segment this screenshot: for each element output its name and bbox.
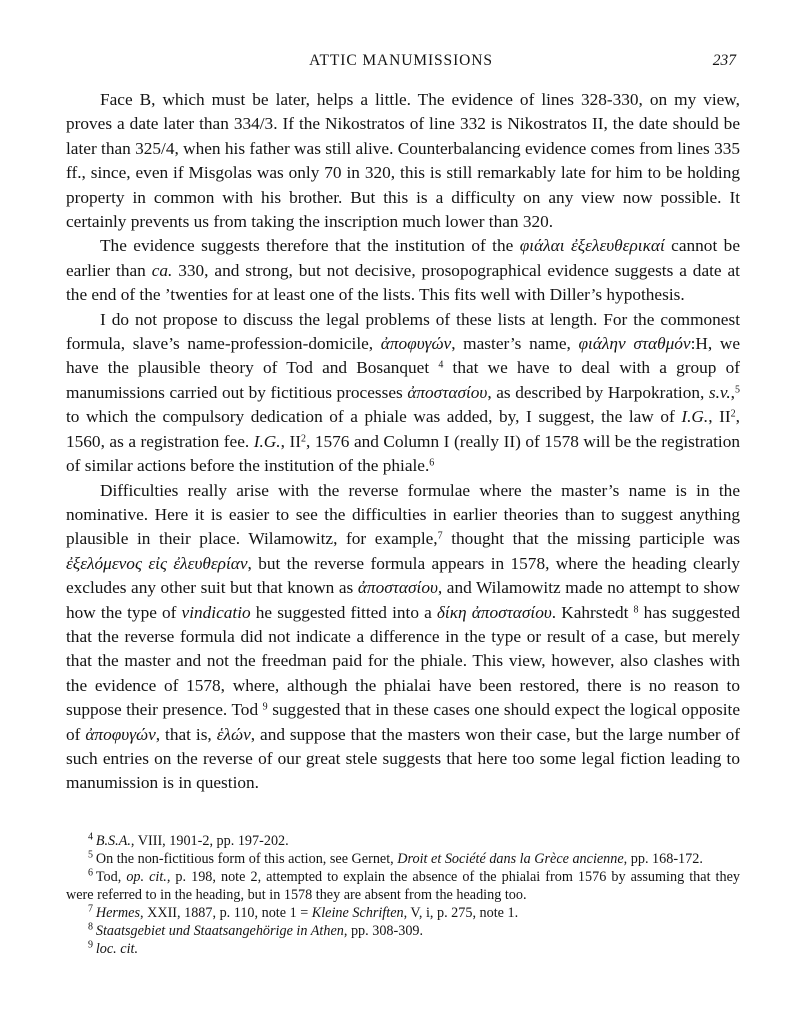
text-run: to which the compulsory dedication of a phiale was added, by, I suggest, the law of — [66, 407, 682, 427]
footnote-ref: 8 — [633, 604, 639, 616]
text-run: , and suppose that the masters won their case, but the large number of such entries on the reverse of our great stele suggests that here too some legal fiction leading to manumission is in question. — [66, 724, 741, 793]
text-run: , pp. 168-172. — [623, 851, 703, 867]
text-run: Tod, — [95, 869, 127, 885]
page-number: 237 — [712, 52, 736, 69]
text-run: , VIII, 1901-2, pp. 197-202. — [130, 833, 289, 849]
footnote-6 — [66, 868, 740, 904]
footnote-5 — [66, 850, 740, 868]
footnote-4 — [66, 832, 740, 850]
text-run: , pp. 308-309. — [343, 923, 424, 939]
italic-abbrev: I.G. — [253, 431, 281, 451]
footnote-ref: 6 — [429, 457, 435, 469]
italic-text: loc. cit. — [95, 941, 138, 957]
text-run: The evidence suggests therefore that the institution of the — [100, 236, 520, 256]
italic-text: Hermes — [95, 905, 140, 921]
greek-term: ἀποφυγών — [380, 334, 452, 354]
footnote-number: 5 — [88, 849, 93, 861]
greek-term: ἀποστασίου — [407, 382, 488, 402]
latin-term: vindicatio — [181, 602, 251, 622]
text-run: . Kahrstedt — [551, 602, 634, 622]
footnote-ref: 4 — [438, 359, 444, 371]
text-run: has suggested that the reverse formula did not indicate a difference in the type or result of a case, but merely that the master and not the freedman paid for the phiale. This view, however, also clashes with the evidence of 1578, where, although the phialai have been restored, there is no reason to suppose their presence. Tod — [66, 602, 740, 720]
footnotes — [66, 832, 740, 958]
paragraph-evidence — [66, 234, 740, 307]
greek-term: ἐξελόμενος εἰς ἐλευθερίαν — [66, 553, 248, 573]
footnote-number: 6 — [88, 867, 93, 879]
paragraph-legal-problems — [66, 308, 740, 479]
text-run: , p. 198, note 2, attempted to explain the absence of the phialai from 1576 by assuming that they were referred to in the heading, but in 1578 they are absent from the heading too. — [66, 869, 740, 903]
text-run: he suggested fitted into a — [250, 602, 437, 622]
text-run: , as described by Harpokration, — [487, 382, 709, 402]
italic-abbrev: I.G. — [681, 407, 709, 427]
footnote-8 — [66, 922, 740, 940]
text-run: suggested that in these cases one should expect the logical opposite of — [66, 700, 740, 744]
text-run: , 1576 and Column I (really II) of 1578 will be the registration of similar actions before the institution of the phiale. — [66, 431, 741, 476]
superscript: 2 — [301, 433, 306, 445]
italic-abbrev: s.v. — [708, 382, 731, 402]
text-run: I do not propose to discuss the legal problems of these lists at length. For the commonest formula, slave’s name-profession-domicile, — [66, 309, 740, 354]
text-run: , — [730, 382, 735, 402]
text-run: Difficulties really arise with the reverse formulae where the master’s name is in the nominative. Here it is easier to see the difficulties in earlier theories than to suggest anything plausible in their place. Wilamowitz, for example, — [66, 480, 740, 549]
running-title: ATTIC MANUMISSIONS — [309, 52, 493, 69]
footnote-ref: 7 — [437, 530, 443, 542]
running-header — [66, 52, 736, 74]
footnote-number: 7 — [88, 903, 93, 915]
italic-text: Kleine Schriften — [311, 905, 404, 921]
greek-term: ἀποφυγών — [85, 724, 156, 744]
text-run: cannot be earlier than — [66, 236, 740, 280]
text-run: , master’s name, — [451, 334, 579, 354]
superscript: 2 — [730, 408, 736, 420]
text-run: , II — [280, 431, 301, 451]
paragraph-reverse-formulae — [66, 479, 740, 796]
greek-term: δίκη ἀποστασίου — [436, 602, 552, 622]
text-run: , that is, — [155, 724, 217, 744]
footnote-number: 4 — [88, 831, 93, 843]
greek-term: φιάλαι ἐξελευθερικαί — [519, 236, 665, 256]
text-run: , II — [708, 407, 731, 427]
footnote-9 — [66, 940, 740, 958]
greek-term: ἀποστασίου — [357, 578, 438, 598]
text-run: , and Wilamowitz made no attempt to show how the type of — [66, 578, 740, 622]
text-run: 330, and strong, but not decisive, prosopographical evidence suggests a date at the end of the ’twenties for at least one of the lists. This fits well with Diller’s hypothesis. — [66, 260, 740, 305]
text-run: :H, we have the plausible theory of Tod and Bosanquet — [66, 334, 741, 378]
text-run: On the non-fictitious form of this action, see Gernet, — [95, 851, 398, 867]
main-text — [66, 88, 740, 796]
text-run: thought that the missing participle was — [442, 529, 740, 549]
text-run: that we have to deal with a group of manumissions carried out by fictitious processes — [66, 358, 740, 402]
italic-text: Droit et Société dans la Grèce ancienne — [397, 851, 624, 867]
italic-abbrev: ca. — [151, 260, 173, 280]
text-run: , but the reverse formula appears in 1578, where the heading clearly excludes any other suit but that known as — [66, 553, 740, 598]
text-run: , XXII, 1887, p. 110, note 1 = — [139, 905, 312, 921]
footnote-number: 9 — [88, 939, 93, 951]
footnote-ref: 5 — [734, 384, 740, 396]
text-run: , 1560, as a registration fee. — [66, 407, 740, 451]
footnote-number: 8 — [88, 921, 93, 933]
greek-term: φιάλην σταθμόν — [578, 334, 691, 354]
italic-text: Staatsgebiet und Staatsangehörige in Athen — [95, 923, 344, 939]
footnote-ref: 9 — [262, 701, 268, 713]
text-run: , V, i, p. 275, note 1. — [403, 905, 519, 921]
italic-text: op. cit. — [126, 869, 167, 885]
italic-text: B.S.A. — [95, 833, 131, 849]
text-run: Face B, which must be later, helps a little. The evidence of lines 328-330, on my view, proves a date later than 334/3. If the Nikostratos of line 332 is Nikostratos II, the date should be later than 325/4, when his father was still alive. Counterbalancing evidence comes from lines 335 ff., since, even if Misgolas was only 70 in 320, this is still remarkably late for him to be holding property in common with his brother. But this is a difficulty on any view now possible. It certainly prevents us from taking the inscription much lower than 320. — [66, 90, 740, 232]
greek-term: ἑλών — [216, 724, 251, 744]
paragraph-face-b — [66, 88, 740, 234]
footnote-7 — [66, 904, 740, 922]
